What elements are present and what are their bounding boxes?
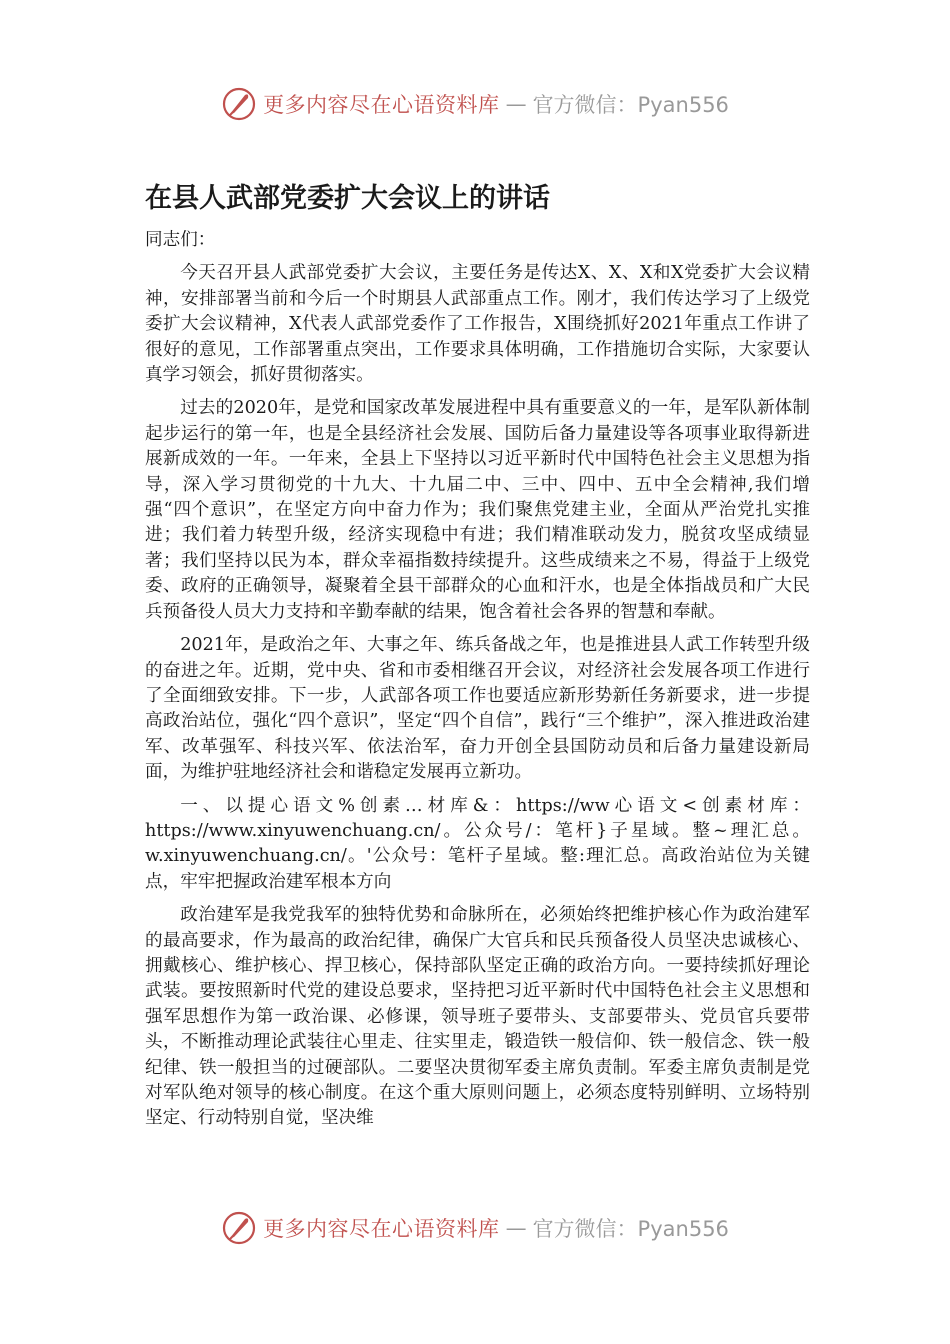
paragraph-1: 今天召开县人武部党委扩大会议，主要任务是传达X、X、X和X党委扩大会议精神，安排部署当前和今后一个时期县人武部重点工作。刚才，我们传达学习了上级党委扩大会议精神，X代表人武部党委作了工作报告，X围绕抓好2021年重点工作讲了很好的意见，工作部署重点突出，工作要求具体明确，工作措施切合实际，大家要认真学习领会，抓好贯彻落实。 [145,263,810,386]
paragraph-3: 2021年，是政治之年、大事之年、练兵备战之年，也是推进县人武工作转型升级的奋进之年。近期，党中央、省和市委相继召开会议，对经济社会发展各项工作进行了全面细致安排。下一步，人武部各项工作也要适应新形势新任务新要求，进一步提高政治站位，强化“四个意识”，坚定“四个自信”，践行“三个维护”，深入推进政治建军、改革强军、科技兴军、依法治军，奋力开创全县国防动员和后备力量建设新局面，为维护驻地经济社会和谐稳定发展再立新功。 [145,635,810,783]
banner-separator: — [505,92,527,116]
paragraph-4: 政治建军是我党我军的独特优势和命脉所在，必须始终把维护核心作为政治建军的最高要求，作为最高的政治纪律，确保广大官兵和民兵预备役人员坚决忠诚核心、拥戴核心、维护核心、捍卫核心，保持部队坚定正确的政治方向。一要持续抓好理论武装。要按照新时代党的建设总要求，坚持把习近平新时代中国特色社会主义思想和强军思想作为第一政治课、必修课，领导班子要带头、支部要带头、党员官兵要带头，不断推动理论武装往心里走、往实里走，锻造铁一般信仰、铁一般信念、铁一般纪律、铁一般担当的过硬部队。二要坚决贯彻军委主席负责制。军委主席负责制是党对军队绝对领导的核心制度。在这个重大原则问题上，必须态度特别鲜明、立场特别坚定、行动特别自觉，坚决维 [145,905,810,1129]
document-body [145,228,810,1140]
paragraph-2: 过去的2020年，是党和国家改革发展进程中具有重要意义的一年，是军队新体制起步运行的第一年，也是全县经济社会发展、国防后备力量建设等各项事业取得新进展新成效的一年。一年来，全县上下坚持以习近平新时代中国特色社会主义思想为指导，深入学习贯彻党的十九大、十九届二中、三中、四中、五中全会精神,我们增强“四个意识”，在坚定方向中奋力作为；我们聚焦党建主业，全面从严治党扎实推进；我们着力转型升级，经济实现稳中有进；我们精准联动发力，脱贫攻坚成绩显著；我们坚持以民为本，群众幸福指数持续提升。这些成绩来之不易，得益于上级党委、政府的正确领导，凝聚着全县干部群众的心血和汗水，也是全体指战员和广大民兵预备役人员大力支持和辛勤奉献的结果，饱含着社会各界的智慧和奉献。 [145,398,810,622]
header-banner [0,82,950,126]
quill-logo-icon [221,1210,257,1246]
banner-content [221,86,729,122]
banner-content [221,1210,729,1246]
banner-main-text: 更多内容尽在心语资料库 [263,1217,500,1241]
document-title: 在县人武部党委扩大会议上的讲话 [145,183,550,214]
section-heading-1: 一、以提心语文%创素…材库&：https://ww心语文<创素材库：https://www.xinyuwenchuang.cn/。公众号/：笔杆}子星域。整~理汇总。w.xinyuwenchuang.cn/。'公众号：笔杆子星域。整:理汇总。高政治站位为关键点，牢牢把握政治建军根本方向 [145,795,810,892]
banner-wechat-text: 官方微信：Pyan556 [532,93,729,117]
footer-banner [0,1206,950,1250]
salutation: 同志们： [145,230,216,250]
quill-logo-icon [221,86,257,122]
banner-main-text: 更多内容尽在心语资料库 [263,93,500,117]
banner-wechat-text: 官方微信：Pyan556 [532,1217,729,1241]
banner-separator: — [505,1216,527,1240]
